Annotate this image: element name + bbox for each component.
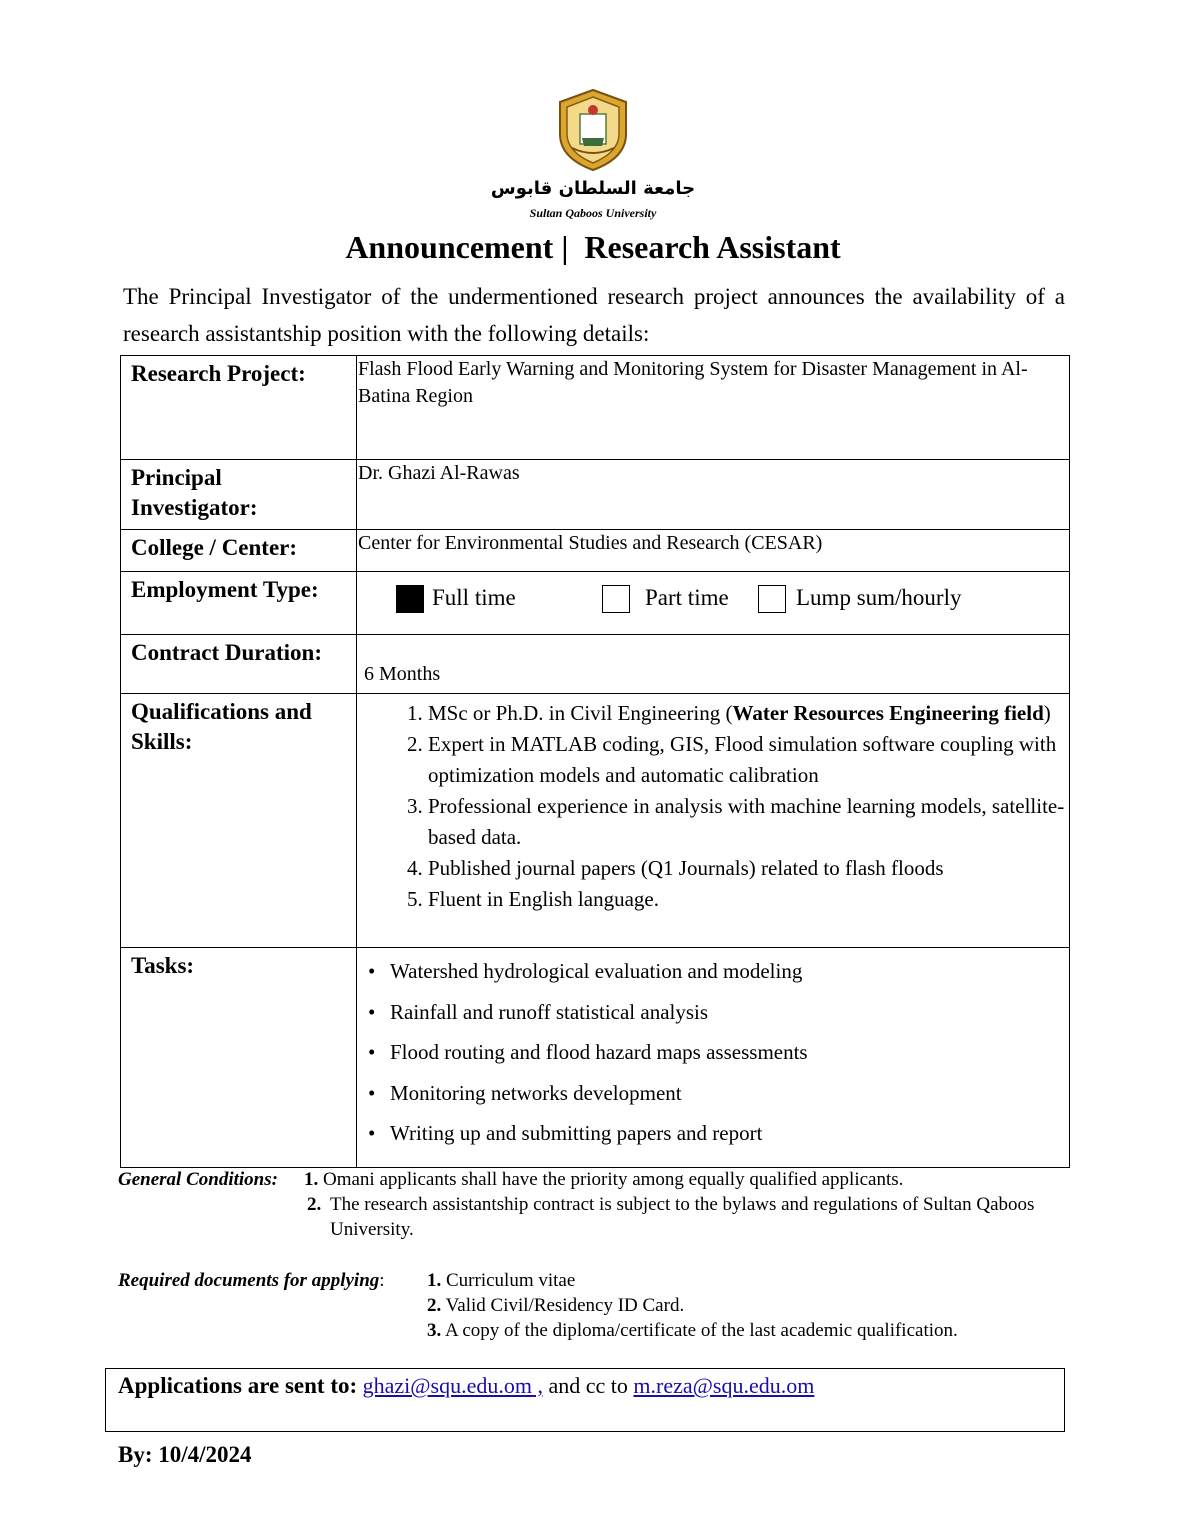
condition-item: 1. Omani applicants shall have the priority among equally qualified applicants. <box>304 1169 904 1190</box>
research-project-label: Research Project: <box>121 356 357 460</box>
general-conditions-label: General Conditions: <box>118 1169 278 1190</box>
list-item: 1. MSc or Ph.D. in Civil Engineering (Water Resources Engineering field) <box>428 698 1069 729</box>
list-item: 4. Published journal papers (Q1 Journals) related to flash floods <box>428 853 1069 884</box>
list-item: • Writing up and submitting papers and report <box>390 1120 1069 1147</box>
full-time-checkbox[interactable] <box>396 585 424 613</box>
contract-value-text: 6 Months <box>364 663 441 685</box>
contract-label: Contract Duration: <box>121 635 357 694</box>
qualifications-list <box>358 694 1069 915</box>
pi-label-line2: Investigator: <box>131 495 258 520</box>
row-principal-investigator <box>121 460 1070 530</box>
list-item: • Rainfall and runoff statistical analysis <box>390 999 1069 1026</box>
employment-options <box>357 572 1070 635</box>
qual-label-line2: Skills: <box>131 729 193 754</box>
page-title: Announcement | Research Assistant <box>345 229 841 265</box>
pi-label-line1: Principal <box>131 465 222 490</box>
part-time-checkbox[interactable] <box>602 585 630 613</box>
lump-sum-checkbox[interactable] <box>758 585 786 613</box>
document-item: 1. Curriculum vitae <box>427 1270 576 1291</box>
qual-label-line1: Qualifications and <box>131 699 312 724</box>
list-item: • Watershed hydrological evaluation and modeling <box>390 958 1069 985</box>
tasks-label: Tasks: <box>121 948 357 1168</box>
full-time-label: Full time <box>432 585 516 610</box>
applications-label: Applications are sent to: <box>118 1373 358 1398</box>
tasks-list <box>358 948 1069 1147</box>
pi-label <box>121 460 357 530</box>
university-crest-logo <box>552 88 634 172</box>
email-link-pi[interactable]: ghazi@squ.edu.om , <box>362 1373 543 1398</box>
required-documents-label: Required documents for applying: <box>118 1270 385 1291</box>
row-tasks <box>121 948 1070 1168</box>
details-table <box>120 355 1070 1168</box>
list-item: 2. Expert in MATLAB coding, GIS, Flood simulation software coupling with optimization models and automatic calibration <box>428 729 1069 791</box>
list-item: • Monitoring networks development <box>390 1080 1069 1107</box>
row-research-project <box>121 356 1070 460</box>
contract-value <box>357 635 1070 694</box>
deadline: By: 10/4/2024 <box>118 1442 252 1467</box>
list-item: 5. Fluent in English language. <box>428 884 1069 915</box>
row-qualifications <box>121 694 1070 948</box>
tasks-list-cell <box>357 948 1070 1168</box>
research-project-value: Flash Flood Early Warning and Monitoring System for Disaster Management in Al-Batina Region <box>357 356 1070 460</box>
qualifications-list-cell <box>357 694 1070 948</box>
university-name-english: Sultan Qaboos University <box>529 206 657 220</box>
list-item: • Flood routing and flood hazard maps assessments <box>390 1039 1069 1066</box>
employment-label: Employment Type: <box>121 572 357 635</box>
row-college <box>121 530 1070 572</box>
university-name-arabic: جامعة السلطان قابوس <box>490 178 696 199</box>
condition-number: 2. <box>307 1194 322 1215</box>
college-value: Center for Environmental Studies and Research (CESAR) <box>357 530 1070 572</box>
college-label: College / Center: <box>121 530 357 572</box>
document-item: 2. Valid Civil/Residency ID Card. <box>427 1295 685 1316</box>
list-item: 3. Professional experience in analysis with machine learning models, satellite-based data. <box>428 791 1069 853</box>
pi-value: Dr. Ghazi Al-Rawas <box>357 460 1070 530</box>
lump-sum-label: Lump sum/hourly <box>796 585 962 610</box>
condition-item: The research assistantship contract is subject to the bylaws and regulations of Sultan Qaboos University. <box>330 1194 1035 1240</box>
intro-paragraph: The Principal Investigator of the undermentioned research project announces the availability of a research assistantship position with the following details: <box>123 284 1065 346</box>
part-time-label: Part time <box>645 585 729 610</box>
row-employment-type <box>121 572 1070 635</box>
email-link-cc[interactable]: m.reza@squ.edu.om <box>633 1373 815 1398</box>
qualifications-label <box>121 694 357 948</box>
row-contract-duration <box>121 635 1070 694</box>
cc-connector: and cc to <box>548 1373 628 1398</box>
document-item: 3. A copy of the diploma/certificate of the last academic qualification. <box>427 1320 958 1341</box>
applications-box <box>105 1368 1065 1432</box>
